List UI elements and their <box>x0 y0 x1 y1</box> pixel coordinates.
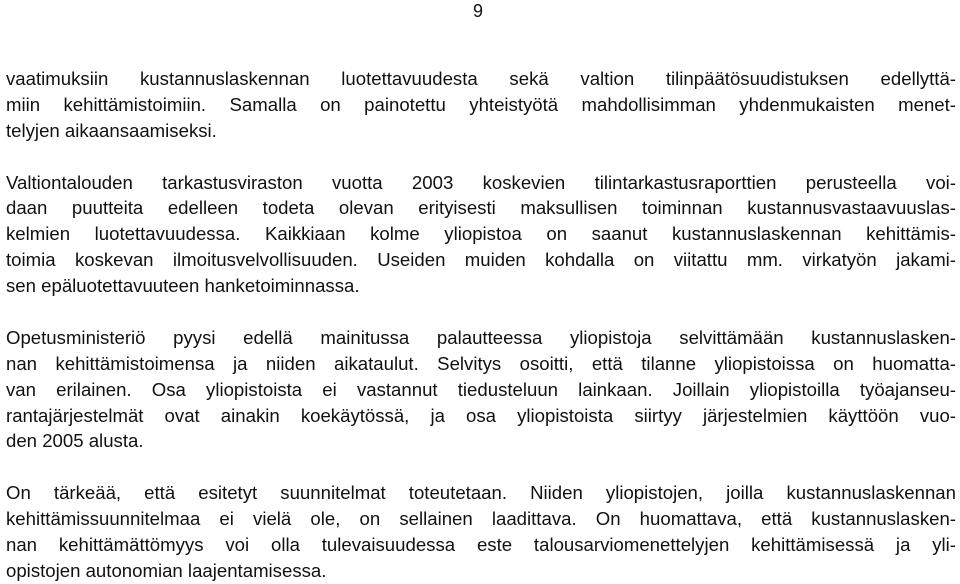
text-line: miin kehittämistoimiin. Samalla on painotettu yhteistyötä mahdollisimman yhdenmukaisten menet- <box>6 93 956 115</box>
text-line: van erilainen. Osa yliopistoista ei vastannut tiedusteluun lainkaan. Joillain yliopistoilla työajanseu- <box>6 378 956 400</box>
text-line: nan kehittämistoimensa ja niiden aikataulut. Selvitys osoitti, että tilanne yliopistoissa on huomatta- <box>6 352 956 374</box>
paragraph-4 <box>6 480 956 584</box>
text-line: den 2005 alusta. <box>6 430 144 452</box>
paragraph-2 <box>6 170 956 299</box>
text-line: Valtiontalouden tarkastusviraston vuotta 2003 koskevien tilintarkastusraporttien perusteella voi- <box>6 171 956 193</box>
text-line: On tärkeää, että esitetyt suunnitelmat toteutetaan. Niiden yliopistojen, joilla kustannuslaskennan <box>6 482 956 504</box>
text-line: opistojen autonomian laajentamisessa. <box>6 559 327 581</box>
paragraph-3 <box>6 325 956 454</box>
text-line: daan puutteita edelleen todeta olevan erityisesti maksullisen toiminnan kustannusvastaavuuslas- <box>6 197 956 219</box>
text-line: toimia koskevan ilmoitusvelvollisuuden. Useiden muiden kohdalla on viitattu mm. virkatyön jakami- <box>6 249 956 271</box>
page-number: 9 <box>473 1 484 21</box>
text-line: telyjen aikaansaamiseksi. <box>6 119 217 141</box>
text-line: Opetusministeriö pyysi edellä mainitussa palautteessa yliopistoja selvittämään kustannuslasken- <box>6 326 956 348</box>
text-line: kelmien luotettavuudessa. Kaikkiaan kolme yliopistoa on saanut kustannuslaskennan kehittämis- <box>6 223 956 245</box>
text-line: vaatimuksiin kustannuslaskennan luotettavuudesta sekä valtion tilinpäätösuudistuksen edellyttä- <box>6 68 956 89</box>
text-line: nan kehittämättömyys voi olla tulevaisuudessa este talousarviomenettelyjen kehittämisessä ja yli- <box>6 534 956 556</box>
text-line: sen epäluotettavuuteen hanketoiminnassa. <box>6 275 360 297</box>
paragraph-1 <box>6 66 956 144</box>
text-line: rantajärjestelmät ovat ainakin koekäytössä, ja osa yliopistoista siirtyy järjestelmien käyttöön vuo- <box>6 404 956 426</box>
text-line: kehittämissuunnitelmaa ei vielä ole, on sellainen laadittava. On huomattava, että kustannuslasken- <box>6 508 956 530</box>
body-text <box>6 66 956 584</box>
